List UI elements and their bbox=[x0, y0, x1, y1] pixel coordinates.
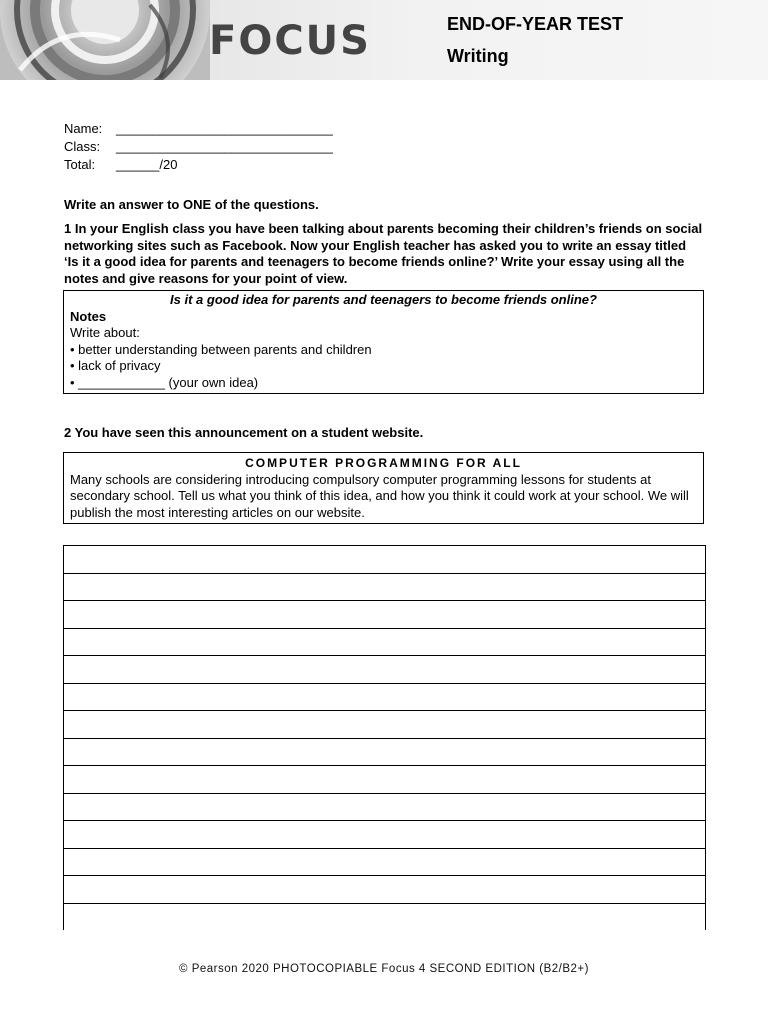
instruction: Write an answer to ONE of the questions. bbox=[64, 197, 319, 212]
class-field-row bbox=[64, 138, 333, 156]
answer-lines-area[interactable] bbox=[63, 545, 706, 930]
answer-line[interactable] bbox=[64, 710, 705, 738]
answer-line[interactable] bbox=[64, 903, 705, 931]
student-fields bbox=[64, 120, 333, 174]
header-banner bbox=[0, 0, 768, 80]
answer-line[interactable] bbox=[64, 600, 705, 628]
announcement-body: Many schools are considering introducing compulsory computer programming lessons for students at secondary school. Tell us what you think of this idea, and how you think it could work at your school. We will publish the most interesting articles on our website. bbox=[70, 471, 689, 520]
total-field-row bbox=[64, 156, 333, 174]
name-label: Name: bbox=[64, 121, 103, 136]
footer-copyright: © Pearson 2020 PHOTOCOPIABLE Focus 4 SECOND EDITION (B2/B2+) bbox=[179, 963, 589, 975]
test-subtitle: Writing bbox=[447, 46, 509, 66]
question-1-prompt: 1 In your English class you have been talking about parents becoming their children’s friends on social networking sites such as Facebook. Now your English teacher has asked you to write an essay titled ‘Is it a good idea for parents and teenagers to become friends online?’ Write your essay using all the notes and give reasons for your point of view. bbox=[64, 221, 703, 286]
brand-logo-text: FOCUS bbox=[209, 18, 371, 64]
class-label: Class: bbox=[64, 139, 101, 154]
question-2-prompt: 2 You have seen this announcement on a student website. bbox=[64, 425, 424, 440]
concentric-rings-graphic bbox=[0, 0, 210, 80]
class-blank: ______________________________ bbox=[116, 139, 333, 154]
question-1-notes-box bbox=[63, 290, 704, 394]
announcement-title: COMPUTER PROGRAMMING FOR ALL bbox=[245, 456, 522, 470]
answer-line[interactable] bbox=[64, 628, 705, 656]
answer-line[interactable] bbox=[64, 793, 705, 821]
name-field-row bbox=[64, 120, 333, 138]
answer-line[interactable] bbox=[64, 875, 705, 903]
answer-line[interactable] bbox=[64, 573, 705, 601]
note-item: • lack of privacy bbox=[70, 358, 161, 373]
note-item: • better understanding between parents and children bbox=[70, 341, 372, 357]
total-label: Total: bbox=[64, 157, 96, 172]
write-about-label: Write about: bbox=[70, 325, 140, 340]
test-title: END-OF-YEAR TEST bbox=[447, 14, 624, 34]
essay-title: Is it a good idea for parents and teenagers to become friends online? bbox=[170, 292, 597, 307]
announcement-box bbox=[63, 452, 704, 524]
name-blank: ______________________________ bbox=[116, 121, 333, 136]
total-blank: ______/20 bbox=[116, 157, 178, 172]
notes-heading: Notes bbox=[70, 308, 107, 324]
answer-line[interactable] bbox=[64, 848, 705, 876]
answer-line[interactable] bbox=[64, 765, 705, 793]
answer-line[interactable] bbox=[64, 683, 705, 711]
note-item: • ____________ (your own idea) bbox=[70, 374, 259, 390]
answer-line[interactable] bbox=[64, 545, 705, 573]
answer-line[interactable] bbox=[64, 738, 705, 766]
answer-line[interactable] bbox=[64, 655, 705, 683]
answer-line[interactable] bbox=[64, 820, 705, 848]
